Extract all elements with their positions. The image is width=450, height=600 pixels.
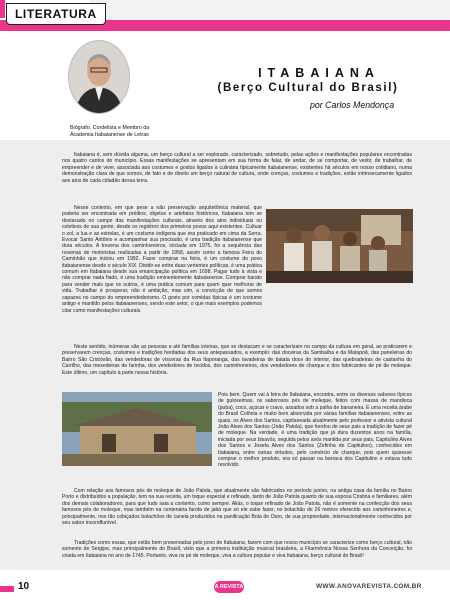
article-paragraph: Tradições como essas, que estão bem preservadas pelo povo de Itabaiana, fazem com que nosso município se caracterize como berço cultural, não somente de Sergipe, mas principalmente do Brasil, visto que a primeira instituição musical brasileira, a Filarmônica Nossa Senhora da Conceição, foi criada em Itabaiana no ano de 1745. Portanto, viva os pé de moleque, viva a cultura popular e viva Itabaiana, berço cultural do Brasil! [62, 540, 412, 559]
author-caption: Biógrafo, Cordelista e Membro da Academia Itabaianense de Letras [70, 125, 150, 139]
article-paragraph: Com relação aos famosos pés de moleque de João Patola, que atualmente são fabricados no período junino, na antiga casa da família no Bairro Porto e distribuídos a população, tem na sua receita, um toque especial e refinado, tanto de João Patola quanto de sua esposa Cristina e familiares, além dos demais colaboradores, para que tudo saia a contento, como sempre. Aliás, o toque refinado de João Patola, não é somente na confecção dos seus famosos pés de moleque, mas também na centenária farofa de jabá que só ele sabe fazer, no bolachão de 26 metros oferecido aos caminhoneiros e, principalmente, nos tão cobiçados bolachões de canela produzidos na panificação Bola de Ouro, de sua propriedade, internacionalmente conhecidos por seu sabor incondfunível. [62, 488, 412, 527]
header-bar-background [90, 0, 450, 20]
article-paragraph: Nesse contexto, em que pese a não preservação arquitetônica material, que poderia ser encontrada em prédios, objetos e artefatos históricos, Itabaiana tem se destacado no campo das manifestações culturais, através dos atos individuais ou coletivos de sua gente, desde os registros dos primeiros povos aqui existentes. Cultuar o sol, a lua e as estrelas, é um costume indígena que era praticado em cima da Serra. Evocar Santo Antônio e acompanhar sua procissão, é uma tradição itabaianense que dura séculos. A trezena dos caminhoneiros, iniciada em 1975, foi a sequência das novenas de motoristas realizadas a partir de 1958, assim como a famosa Feira do Caminhão que iniciou em 1992. Fazer compras na feira, é um costume do povo itabaianense desde o século XIX. Dividir-se entre duas vertentes políticas, é uma prática comum em Itabaiana desde sua emancipação política em 1698. Pagar tudo à vista e não comprar nada fiado, é uma tradição eminentemente itabaianense. Comprar barato para vender mais que os outros, é uma prática comum para quem quer melhorar de vida. Trabalhar é prosperar, não é ambição, mas sim, a convicção de que somos capazes no campo do empreendedorismo. O gosto por comidas típicas é um costume antigo e mantido pelos itabaianenses, sendo este setor, o que mais exemplos podemos citar como manifestações culturais. [62, 205, 262, 314]
article-title: ITABAIANA [258, 66, 380, 80]
article-subtitle: (Berço Cultural do Brasil) [217, 82, 399, 94]
magazine-logo: A REVISTA [214, 581, 244, 593]
section-label: LITERATURA [6, 3, 106, 25]
header-accent [0, 0, 5, 18]
article-paragraph: Pois bem. Quem vai à feira de Itabaiana, encontra, entre os diversos sabores típicos de guloseimas, os saborosos pés de moleque, feitos com massa de mandioca (puba), coco, açúcar e cravo, assados sob a palha de bananeira. É uma receita árabe do Brasil Colônia e muito bem absorvida por várias famílias itabaianenses, entre as quais, os Alves dos Santos, capitaneada atualmente pelo professor e ativista cultural João Alves dos Santos (João Patola), que herdou de seus pais a tradição de fazer pé de moleque. Na verdade, é uma tradição que já dura duzentos anos na família, iniciada por seus bisavós, seguida pelos avós mantida por seus pais, Capitulino Alves dos Santos e Josefa Alves dos Santos (Zefinha de Capitulino), conhecidos em Itabaiana, entre outras virtudes, pelo comércio de charque, pois quem quisesse comprar o melhor produto, era só passar na barraca dos Capitulino e estava tudo resolvido. [218, 392, 412, 469]
article-byline: por Carlos Mendonça [310, 100, 395, 110]
page-number: 10 [18, 581, 30, 592]
market-photo [266, 209, 413, 283]
footer-accent [0, 586, 14, 592]
article-paragraph: Itabaiana é, sem dúvida alguma, um berço cultural a ser explorado, caracterizado, sobretudo, pelas ações e manifestações populares encontradas nos quatro cantos do município. Essas manifestações se apresentam em sua forma de falar, de andar, de se comportar, de vestir, de trabalhar, de empreender e de viver, associada aos costumes e gostos ligados à culinária tipicamente itabaianense, existentes há séculos em nosso cotidiano, numa demonstração clara de que somos, de fato e de direito um berço natural de cultura, onde crenças, costumes e tradições, estão intrinsecamente ligados aos atos de cada cidadão dessa terra. [62, 152, 412, 184]
author-photo [68, 40, 130, 114]
house-photo [62, 392, 212, 466]
footer-url[interactable]: WWW.ANOVAREVISTA.COM.BR [316, 583, 422, 590]
article-paragraph: Neste sentido, inúmeras são as pessoas e até famílias inteiras, que se destacam e se caracterizam no campo da cultura em geral, ao praticarem e preservarem crenças, costumes e tradições herdadas dos seus antepassados, a exemplo: das doceiras da Sambaíba e da Matapoã, das paneleiras do Bairro São Cristóvão, das vendedoras de vísceras da Rua Itaporanga, das lavadeiras de batata doce do interior, das quebradeiras de castanha do Carrilho, das mexedeiras de farinha, dos vendedores de tecidos, dos caminhoneiros, dos vendedores de charque e dos fabricantes de pé de moleque. Este último, um capítulo à parte nessa história. [62, 344, 412, 376]
